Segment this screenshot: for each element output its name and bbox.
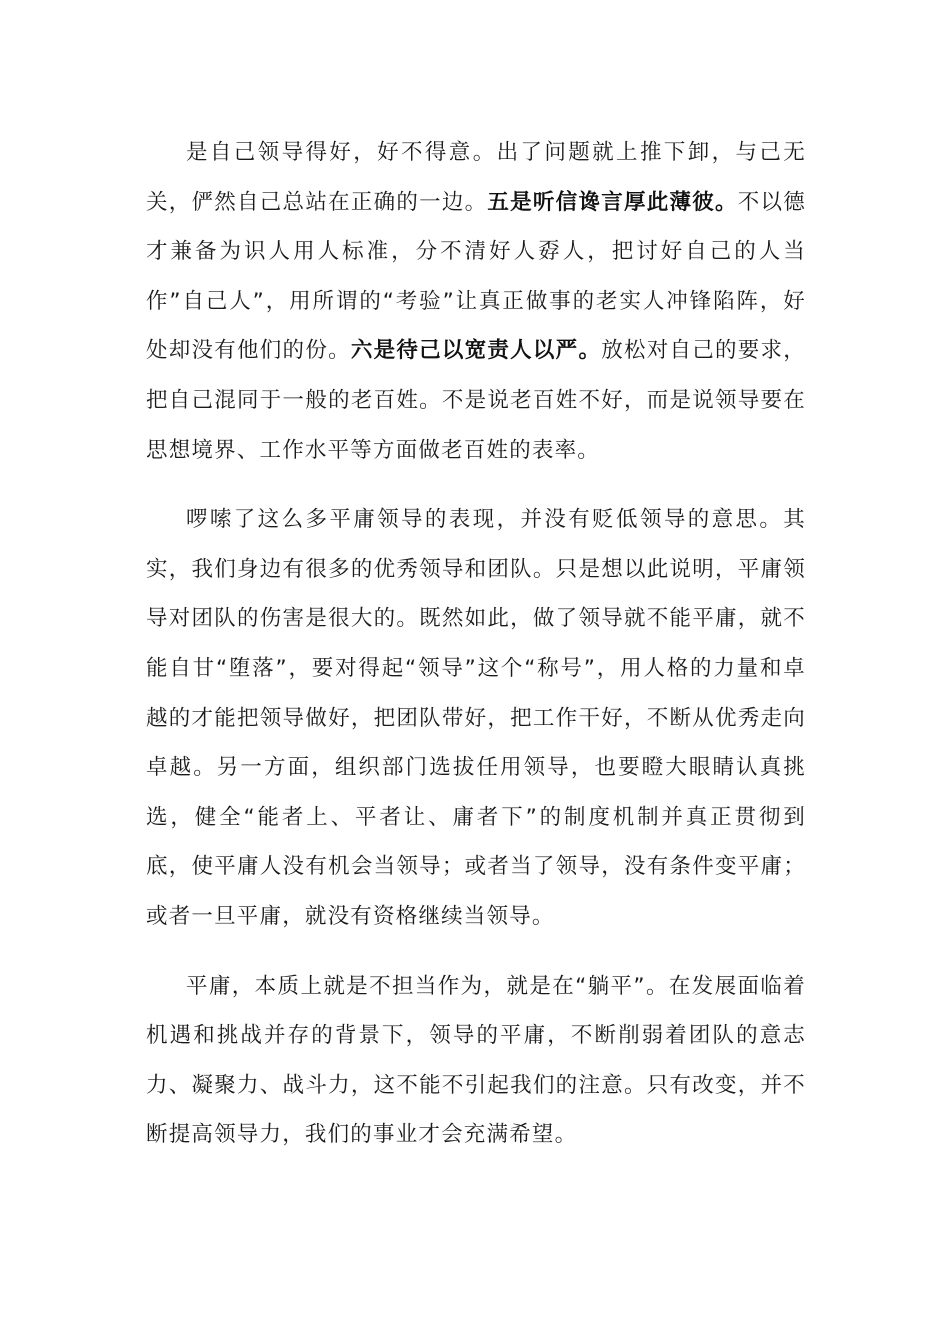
paragraph-3 [146,962,806,1160]
paragraph-1-text-2: 不以德才兼备为识人用人标准，分不清好人孬人，把讨好自己的人当作”自己人”，用所谓的“考验”让真正做事的老实人冲锋陷阵，好处却没有他们的份。 [146,189,806,364]
paragraph-2-text: 啰嗦了这么多平庸领导的表现，并没有贬低领导的意思。其实，我们身边有很多的优秀领导和团队。只是想以此说明，平庸领导对团队的伤害是很大的。既然如此，做了领导就不能平庸，就不能自甘“堕落”，要对得起“领导”这个“称号”，用人格的力量和卓越的才能把领导做好，把团队带好，把工作干好，不断从优秀走向卓越。另一方面，组织部门选拔任用领导，也要瞪大眼睛认真挑选，健全“能者上、平者让、庸者下”的制度机制并真正贯彻到底，使平庸人没有机会当领导；或者当了领导，没有条件变平庸；或者一旦平庸，就没有资格继续当领导。 [146,507,806,929]
paragraph-2 [146,495,806,941]
heading-six: 六是待己以宽责人以严。 [350,338,602,364]
paragraph-3-text: 平庸，本质上就是不担当作为，就是在“躺平”。在发展面临着机遇和挑战并存的背景下，领导的平庸，不断削弱着团队的意志力、凝聚力、战斗力，这不能不引起我们的注意。只有改变，并不断提高领导力，我们的事业才会充满希望。 [146,973,806,1148]
paragraph-1-text-1: 是自己领导得好，好不得意。出了问题就上推下卸，与己无关，俨然自己总站在正确的一边。 [146,140,806,215]
document-body [146,128,806,1160]
heading-five: 五是听信谗言厚此薄彼。 [487,189,738,215]
paragraph-1 [146,128,806,475]
paragraph-1-text-3: 放松对自己的要求，把自己混同于一般的老百姓。不是说老百姓不好，而是说领导要在思想境界、工作水平等方面做老百姓的表率。 [146,338,806,463]
